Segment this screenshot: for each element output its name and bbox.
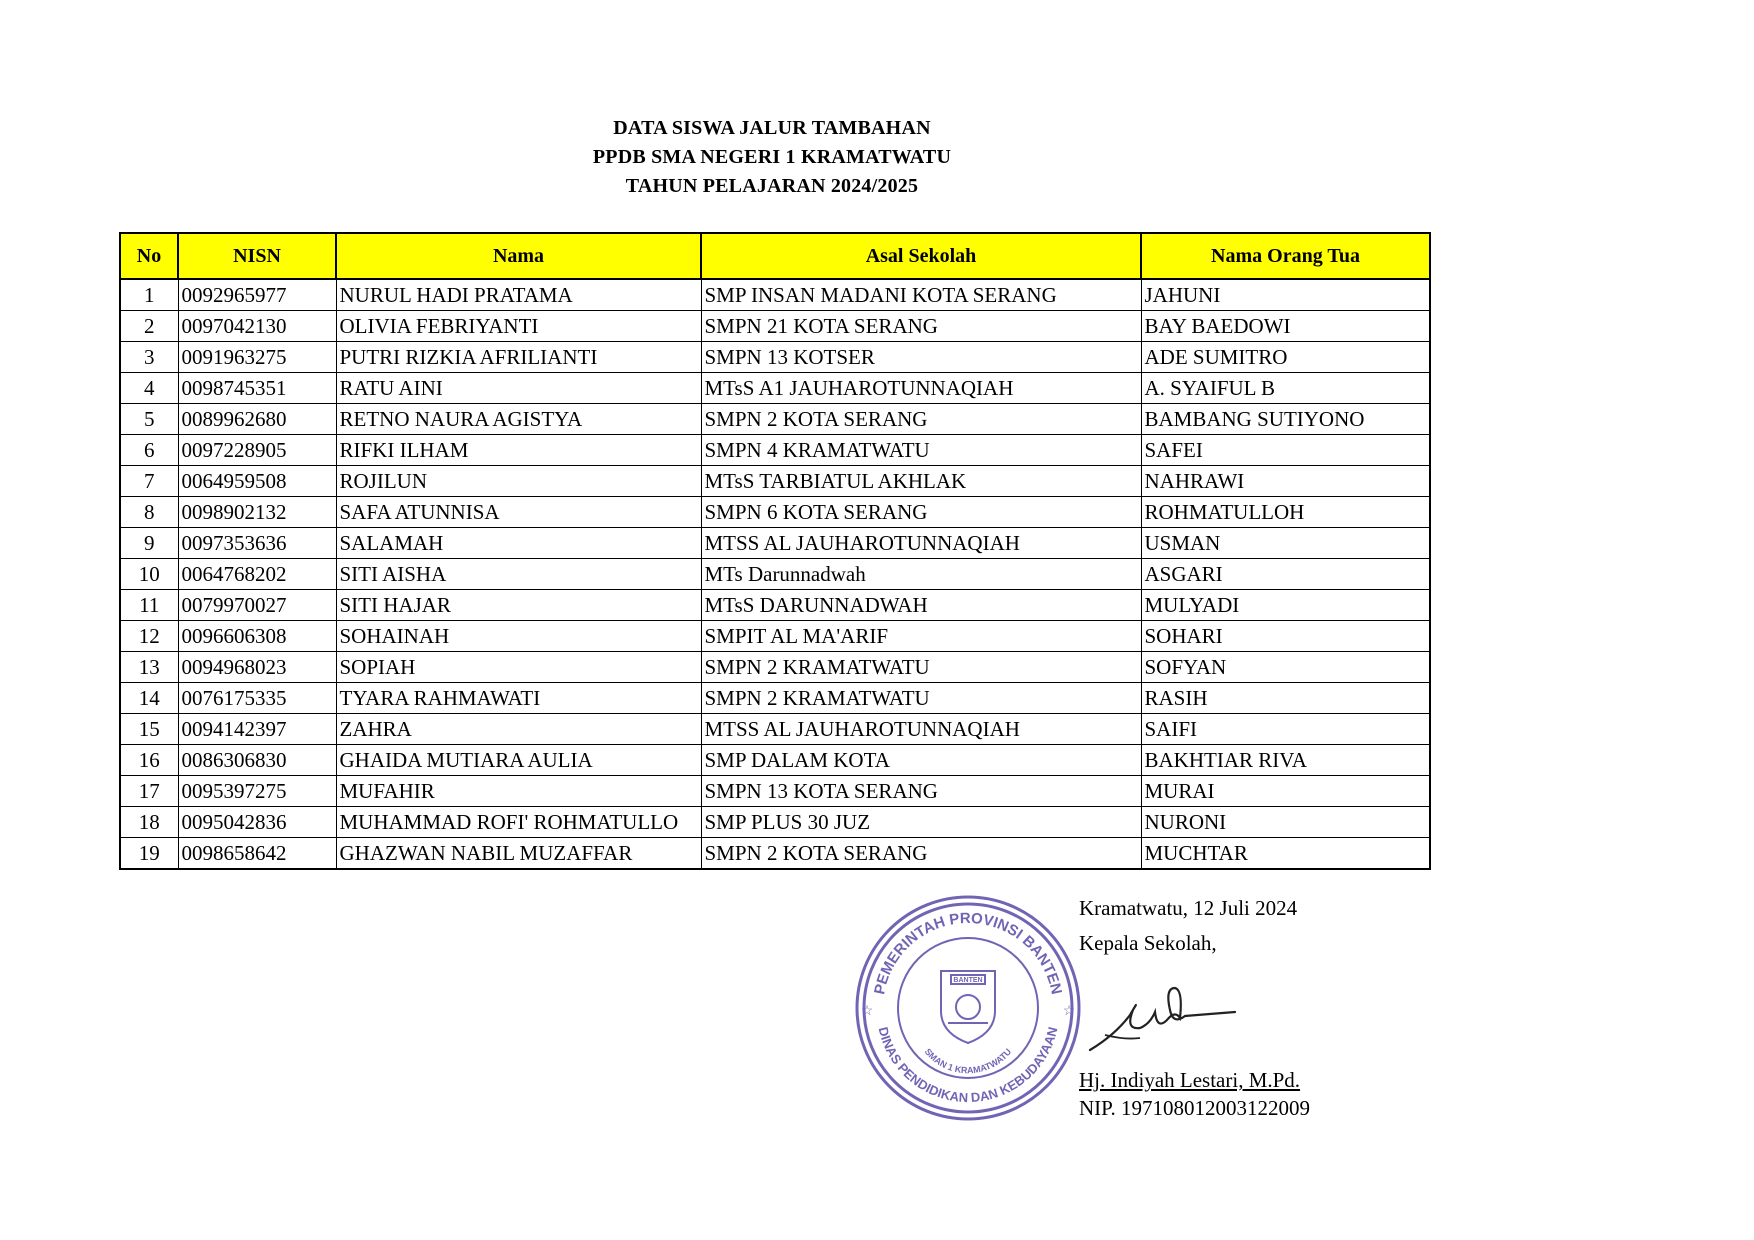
cell-nama: RATU AINI (336, 373, 701, 404)
cell-nama: TYARA RAHMAWATI (336, 683, 701, 714)
table-row (120, 404, 1430, 435)
table-row (120, 590, 1430, 621)
header-nama-orang-tua: Nama Orang Tua (1141, 233, 1430, 279)
table-row (120, 311, 1430, 342)
cell-asal-sekolah: SMPN 2 KOTA SERANG (701, 838, 1141, 870)
cell-asal-sekolah: SMPN 2 KOTA SERANG (701, 404, 1141, 435)
document-title (0, 114, 1544, 201)
cell-nisn: 0089962680 (178, 404, 336, 435)
school-stamp-icon (853, 893, 1083, 1123)
cell-nisn: 0098745351 (178, 373, 336, 404)
signature-role: Kepala Sekolah, (1079, 931, 1217, 955)
cell-no: 13 (120, 652, 178, 683)
table-row (120, 652, 1430, 683)
cell-nama-orang-tua: RASIH (1141, 683, 1430, 714)
cell-asal-sekolah: SMP INSAN MADANI KOTA SERANG (701, 279, 1141, 311)
cell-nama-orang-tua: SOFYAN (1141, 652, 1430, 683)
header-nama: Nama (336, 233, 701, 279)
cell-nama: NURUL HADI PRATAMA (336, 279, 701, 311)
cell-nama-orang-tua: A. SYAIFUL B (1141, 373, 1430, 404)
svg-text:BANTEN: BANTEN (953, 977, 983, 984)
cell-nisn: 0064959508 (178, 466, 336, 497)
cell-nama: SITI HAJAR (336, 590, 701, 621)
cell-nisn: 0098902132 (178, 497, 336, 528)
cell-nama-orang-tua: USMAN (1141, 528, 1430, 559)
cell-no: 19 (120, 838, 178, 870)
cell-nama: RETNO NAURA AGISTYA (336, 404, 701, 435)
table-header-row (120, 233, 1430, 279)
signature-place-date: Kramatwatu, 12 Juli 2024 (1079, 896, 1298, 920)
cell-nama-orang-tua: SAFEI (1141, 435, 1430, 466)
cell-no: 18 (120, 807, 178, 838)
table-row (120, 714, 1430, 745)
cell-nama: ZAHRA (336, 714, 701, 745)
cell-nisn: 0079970027 (178, 590, 336, 621)
cell-nama-orang-tua: BAKHTIAR RIVA (1141, 745, 1430, 776)
cell-nama: SALAMAH (336, 528, 701, 559)
table-row (120, 807, 1430, 838)
cell-no: 11 (120, 590, 178, 621)
cell-nisn: 0097042130 (178, 311, 336, 342)
cell-no: 9 (120, 528, 178, 559)
table-row (120, 466, 1430, 497)
cell-asal-sekolah: SMPN 2 KRAMATWATU (701, 683, 1141, 714)
cell-no: 1 (120, 279, 178, 311)
cell-nama: SAFA ATUNNISA (336, 497, 701, 528)
cell-nama-orang-tua: BAY BAEDOWI (1141, 311, 1430, 342)
header-no: No (120, 233, 178, 279)
table-row (120, 342, 1430, 373)
table-row (120, 497, 1430, 528)
cell-asal-sekolah: MTs Darunnadwah (701, 559, 1141, 590)
cell-nama: MUFAHIR (336, 776, 701, 807)
title-line-3: TAHUN PELAJARAN 2024/2025 (625, 175, 919, 197)
cell-asal-sekolah: MTSS AL JAUHAROTUNNAQIAH (701, 528, 1141, 559)
cell-nama-orang-tua: ASGARI (1141, 559, 1430, 590)
table-row (120, 435, 1430, 466)
svg-text:PEMERINTAH PROVINSI BANTEN: PEMERINTAH PROVINSI BANTEN (871, 909, 1065, 997)
student-table (119, 232, 1431, 870)
table-row (120, 559, 1430, 590)
cell-no: 3 (120, 342, 178, 373)
svg-text:DINAS PENDIDIKAN DAN KEBUDAYAA: DINAS PENDIDIKAN DAN KEBUDAYAAN (875, 1025, 1061, 1106)
table-row (120, 683, 1430, 714)
table-row (120, 776, 1430, 807)
cell-nisn: 0098658642 (178, 838, 336, 870)
header-nisn: NISN (178, 233, 336, 279)
table-row (120, 838, 1430, 870)
cell-nama: GHAZWAN NABIL MUZAFFAR (336, 838, 701, 870)
cell-no: 4 (120, 373, 178, 404)
table-row (120, 373, 1430, 404)
svg-text:☆: ☆ (860, 1004, 874, 1019)
cell-nama: PUTRI RIZKIA AFRILIANTI (336, 342, 701, 373)
cell-nisn: 0076175335 (178, 683, 336, 714)
title-line-1: DATA SISWA JALUR TAMBAHAN (613, 117, 931, 139)
cell-nama-orang-tua: ADE SUMITRO (1141, 342, 1430, 373)
table-body (120, 279, 1430, 869)
cell-nama: MUHAMMAD ROFI' ROHMATULLO (336, 807, 701, 838)
cell-nisn: 0095042836 (178, 807, 336, 838)
cell-nisn: 0064768202 (178, 559, 336, 590)
cell-nama: SOPIAH (336, 652, 701, 683)
cell-nisn: 0086306830 (178, 745, 336, 776)
cell-asal-sekolah: SMPN 21 KOTA SERANG (701, 311, 1141, 342)
cell-nama: SITI AISHA (336, 559, 701, 590)
header-asal-sekolah: Asal Sekolah (701, 233, 1141, 279)
cell-nisn: 0097353636 (178, 528, 336, 559)
cell-nisn: 0092965977 (178, 279, 336, 311)
table-row (120, 528, 1430, 559)
cell-nama-orang-tua: NURONI (1141, 807, 1430, 838)
cell-asal-sekolah: SMPIT AL MA'ARIF (701, 621, 1141, 652)
cell-nama: RIFKI ILHAM (336, 435, 701, 466)
cell-asal-sekolah: MTsS TARBIATUL AKHLAK (701, 466, 1141, 497)
cell-nama: GHAIDA MUTIARA AULIA (336, 745, 701, 776)
cell-asal-sekolah: SMPN 6 KOTA SERANG (701, 497, 1141, 528)
cell-asal-sekolah: SMPN 13 KOTSER (701, 342, 1141, 373)
cell-nama-orang-tua: MUCHTAR (1141, 838, 1430, 870)
cell-no: 8 (120, 497, 178, 528)
title-line-2: PPDB SMA NEGERI 1 KRAMATWATU (592, 146, 952, 168)
signature-name: Hj. Indiyah Lestari, M.Pd. (1079, 1068, 1301, 1092)
cell-asal-sekolah: SMPN 2 KRAMATWATU (701, 652, 1141, 683)
cell-nama-orang-tua: SAIFI (1141, 714, 1430, 745)
cell-asal-sekolah: MTSS AL JAUHAROTUNNAQIAH (701, 714, 1141, 745)
table-row (120, 621, 1430, 652)
svg-text:☆: ☆ (1062, 1004, 1076, 1019)
cell-nama-orang-tua: ROHMATULLOH (1141, 497, 1430, 528)
cell-asal-sekolah: MTsS A1 JAUHAROTUNNAQIAH (701, 373, 1141, 404)
cell-nisn: 0094142397 (178, 714, 336, 745)
table-row (120, 745, 1430, 776)
cell-nisn: 0091963275 (178, 342, 336, 373)
cell-nisn: 0095397275 (178, 776, 336, 807)
cell-nisn: 0097228905 (178, 435, 336, 466)
cell-no: 2 (120, 311, 178, 342)
signature-nip: NIP. 197108012003122009 (1079, 1096, 1311, 1120)
cell-nama: OLIVIA FEBRIYANTI (336, 311, 701, 342)
cell-no: 14 (120, 683, 178, 714)
cell-nama: ROJILUN (336, 466, 701, 497)
cell-asal-sekolah: SMP PLUS 30 JUZ (701, 807, 1141, 838)
cell-no: 16 (120, 745, 178, 776)
cell-nama: SOHAINAH (336, 621, 701, 652)
signature-icon (1085, 980, 1245, 1065)
cell-no: 15 (120, 714, 178, 745)
cell-nama-orang-tua: MURAI (1141, 776, 1430, 807)
cell-no: 12 (120, 621, 178, 652)
cell-nisn: 0094968023 (178, 652, 336, 683)
cell-nama-orang-tua: MULYADI (1141, 590, 1430, 621)
cell-asal-sekolah: SMP DALAM KOTA (701, 745, 1141, 776)
cell-no: 17 (120, 776, 178, 807)
table-row (120, 279, 1430, 311)
cell-no: 5 (120, 404, 178, 435)
cell-nama-orang-tua: SOHARI (1141, 621, 1430, 652)
cell-nama-orang-tua: JAHUNI (1141, 279, 1430, 311)
cell-asal-sekolah: SMPN 13 KOTA SERANG (701, 776, 1141, 807)
cell-no: 7 (120, 466, 178, 497)
cell-no: 6 (120, 435, 178, 466)
cell-nisn: 0096606308 (178, 621, 336, 652)
svg-text:SMAN 1 KRAMATWATU: SMAN 1 KRAMATWATU (922, 1046, 1014, 1076)
cell-nama-orang-tua: BAMBANG SUTIYONO (1141, 404, 1430, 435)
cell-asal-sekolah: SMPN 4 KRAMATWATU (701, 435, 1141, 466)
cell-nama-orang-tua: NAHRAWI (1141, 466, 1430, 497)
cell-no: 10 (120, 559, 178, 590)
cell-asal-sekolah: MTsS DARUNNADWAH (701, 590, 1141, 621)
